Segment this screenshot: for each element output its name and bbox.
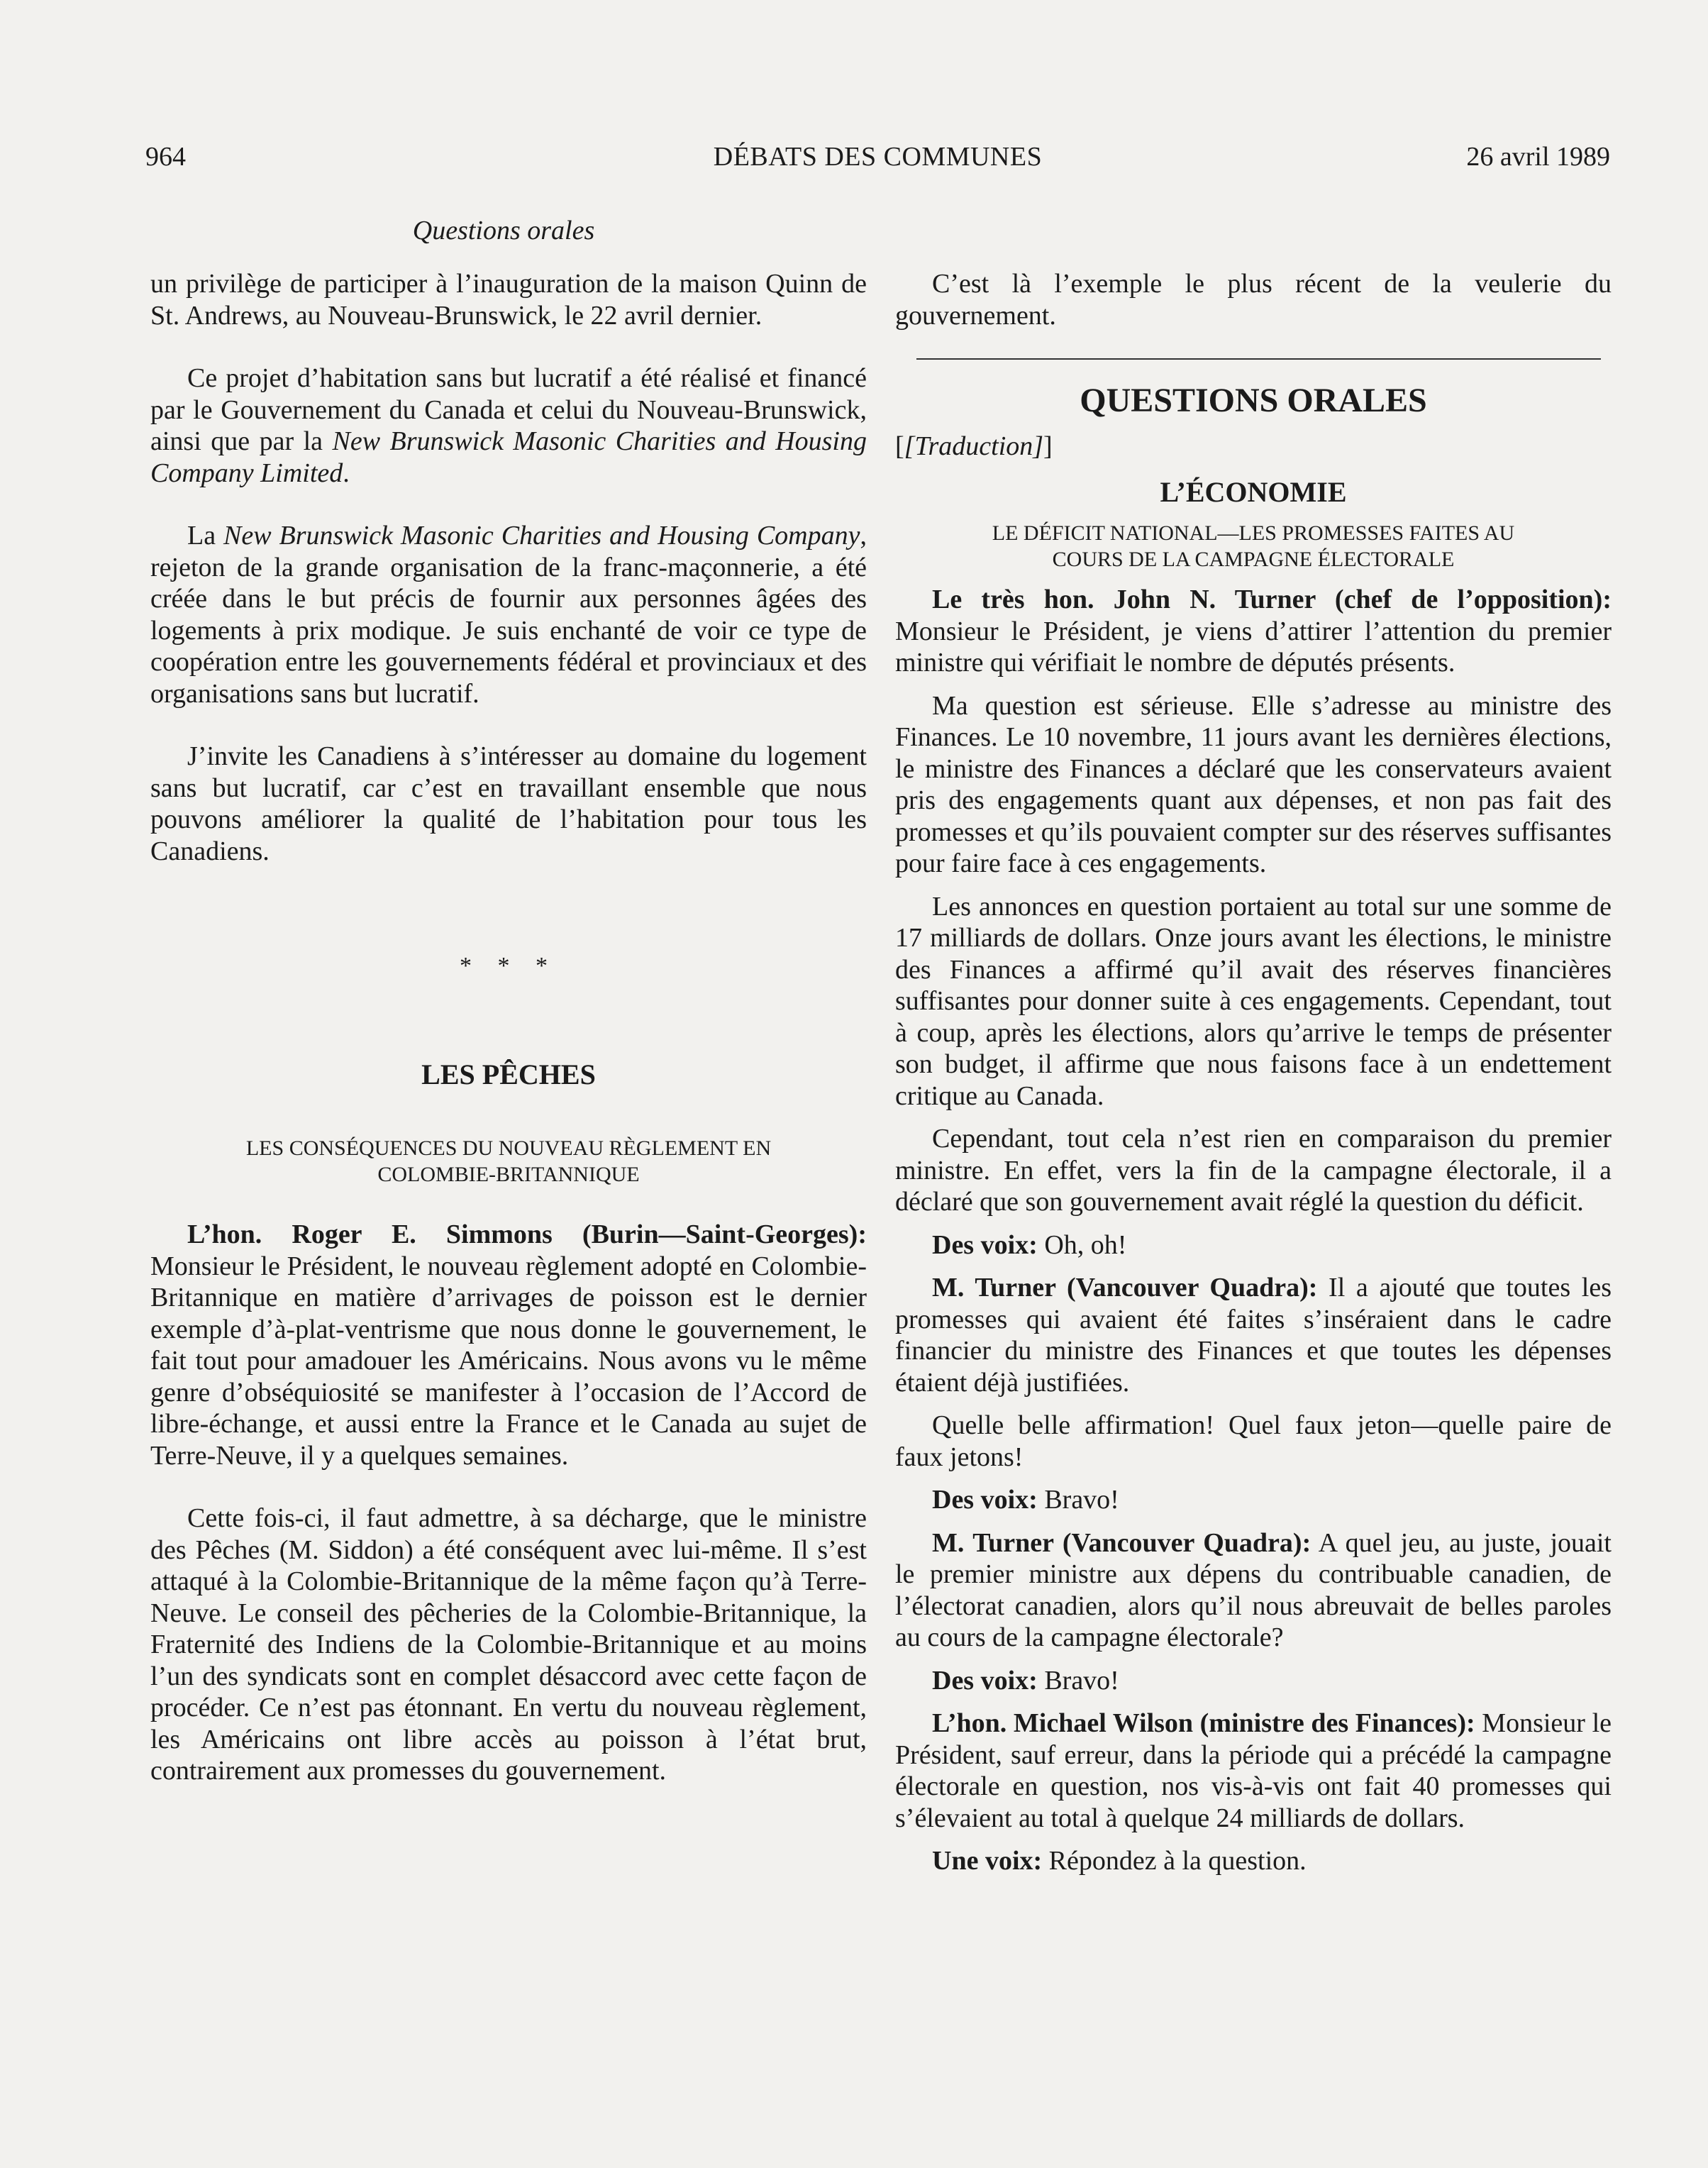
left-column bbox=[150, 268, 867, 1787]
publication-title: DÉBATS DES COMMUNES bbox=[713, 142, 1043, 172]
speaker-name: Une voix: bbox=[932, 1846, 1043, 1876]
divider-rule bbox=[916, 358, 1601, 360]
interjection: Des voix: Bravo! bbox=[932, 1485, 1119, 1515]
sub-heading: LES CONSÉQUENCES DU NOUVEAU RÈGLEMENT EN COLOMBIE-BRITANNIQUE bbox=[245, 1136, 772, 1186]
speech: M. Turner (Vancouver Quadra): A quel jeu, au juste, jouait le premier ministre aux dépens du contribuable canadien, de l’électorat canadien, alors qu’il nous abreuvait de belles paroles au cours de la campagne électorale? bbox=[895, 1527, 1612, 1652]
running-header bbox=[145, 139, 1610, 175]
section-heading: L’ÉCONOMIE bbox=[1160, 476, 1347, 508]
paragraph: J’invite les Canadiens à s’intéresser au domaine du logement sans but lucratif, car c’est en travaillant ensemble que nous pouvons améliorer la qualité de l’habitation pour tous les Canadiens. bbox=[150, 741, 867, 866]
speaker-name: Des voix: bbox=[932, 1229, 1038, 1260]
speech: L’hon. Michael Wilson (ministre des Finances): Monsieur le Président, sauf erreur, dans la période qui a précédé la campagne électorale en question, nos vis-à-vis ont fait 40 promesses qui s’élevaient au total à quelque 24 milliards de dollars. bbox=[895, 1708, 1612, 1833]
speaker-name: Des voix: bbox=[932, 1665, 1038, 1696]
speaker-name: M. Turner (Vancouver Quadra): bbox=[932, 1273, 1318, 1303]
speech: M. Turner (Vancouver Quadra): Il a ajouté que toutes les promesses qui avaient été faites s’inséraient dans le cadre financier du ministre des Finances et que toutes les dépenses étaient déjà justifiées. bbox=[895, 1273, 1612, 1398]
interjection: Des voix: Bravo! bbox=[932, 1665, 1119, 1696]
speaker-name: M. Turner (Vancouver Quadra): bbox=[932, 1527, 1312, 1558]
paragraph: Cependant, tout cela n’est rien en comparaison du premier ministre. En effet, vers la fin de la campagne électorale, il a déclaré que son gouvernement avait réglé la question du déficit. bbox=[895, 1124, 1612, 1217]
main-heading: QUESTIONS ORALES bbox=[1080, 382, 1427, 419]
paragraph: Ma question est sérieuse. Elle s’adresse au ministre des Finances. Le 10 novembre, 11 jours avant les dernières élections, le ministre des Finances a déclaré que les conservateurs avaient pris des engagements quant aux dépenses, et non pas fait des promesses et qu’ils pouvaient compter sur des réserves suffisantes pour faire face à ces engagements. bbox=[895, 690, 1612, 878]
right-column bbox=[895, 268, 1612, 1877]
paragraph: C’est là l’exemple le plus récent de la veulerie du gouvernement. bbox=[895, 269, 1612, 331]
section-heading: LES PÊCHES bbox=[421, 1058, 596, 1090]
paragraph: Quelle belle affirmation! Quel faux jeton—quelle paire de faux jetons! bbox=[895, 1410, 1612, 1472]
speaker-name: L’hon. Michael Wilson (ministre des Finances): bbox=[932, 1708, 1475, 1738]
speaker-name: Des voix: bbox=[932, 1485, 1038, 1515]
speech: L’hon. Roger E. Simmons (Burin—Saint-Georges): Monsieur le Président, le nouveau règlement adopté en Colombie-Britannique en matière d’arrivages de poisson est le dernier exemple d’à-plat-ventrisme que nous donne le gouvernement, le fait tout pour amadouer les Américains. Nous avons vu le même genre d’obséquiosité se manifester à l’occasion de l’Accord de libre-échange, et aussi entre la France et le Canada au sujet de Terre-Neuve, il y a quelques semaines. bbox=[150, 1220, 867, 1471]
interjection: Des voix: Oh, oh! bbox=[932, 1229, 1127, 1260]
section-rubric: Questions orales bbox=[412, 216, 595, 245]
paragraph: La New Brunswick Masonic Charities and Housing Company, rejeton de la grande organisation de la franc-maçonnerie, a été créée dans le but précis de fournir aux personnes âgées des logements à prix modique. Je suis enchanté de voir ce type de coopération entre les gouvernements fédéral et provinciaux et des organisations sans but lucratif. bbox=[150, 521, 867, 709]
interjection: Une voix: Répondez à la question. bbox=[932, 1846, 1307, 1876]
section-separator: * * * bbox=[460, 953, 558, 979]
paragraph: Ce projet d’habitation sans but lucratif a été réalisé et financé par le Gouvernement du Canada et celui du Nouveau-Brunswick, ainsi que par la New Brunswick Masonic Charities and Housing Company Limited. bbox=[150, 363, 867, 488]
publication-date: 26 avril 1989 bbox=[1466, 142, 1610, 172]
paragraph: un privilège de participer à l’inauguration de la maison Quinn de St. Andrews, au Nouveau-Brunswick, le 22 avril dernier. bbox=[150, 269, 867, 331]
translation-label: [[Traduction]] bbox=[895, 431, 1053, 461]
paragraph: Les annonces en question portaient au total sur une somme de 17 milliards de dollars. Onze jours avant les élections, le ministre des Finances a affirmé qu’il avait des réserves financières suffisantes pour donner suite à ces engagements. Cependant, tout à coup, après les élections, alors qu’arrive le temps de présenter son budget, il affirme que nous faisons face à un endettement critique au Canada. bbox=[895, 891, 1612, 1111]
speaker-name: L’hon. Roger E. Simmons (Burin—Saint-Georges): bbox=[187, 1220, 867, 1249]
sub-heading: LE DÉFICIT NATIONAL—LES PROMESSES FAITES AU COURS DE LA CAMPAGNE ÉLECTORALE bbox=[992, 521, 1515, 571]
speaker-name: Le très hon. John N. Turner (chef de l’opposition): bbox=[932, 585, 1612, 614]
paragraph: Cette fois-ci, il faut admettre, à sa décharge, que le ministre des Pêches (M. Siddon) a été conséquent avec lui-même. Il s’est attaqué à la Colombie-Britannique de la même façon qu’à Terre-Neuve. Le conseil des pêcheries de la Colombie-Britannique, la Fraternité des Indiens de la Colombie-Britannique et au moins l’un des syndicats sont en complet désaccord avec cette façon de procéder. Ce n’est pas étonnant. En vertu du nouveau règlement, les Américains ont libre accès au poisson à l’état brut, contrairement aux promesses du gouvernement. bbox=[150, 1503, 867, 1786]
speech: Le très hon. John N. Turner (chef de l’opposition): Monsieur le Président, je viens d’attirer l’attention du premier ministre qui vérifiait le nombre de députés présents. bbox=[895, 585, 1612, 678]
page-number: 964 bbox=[145, 142, 186, 172]
